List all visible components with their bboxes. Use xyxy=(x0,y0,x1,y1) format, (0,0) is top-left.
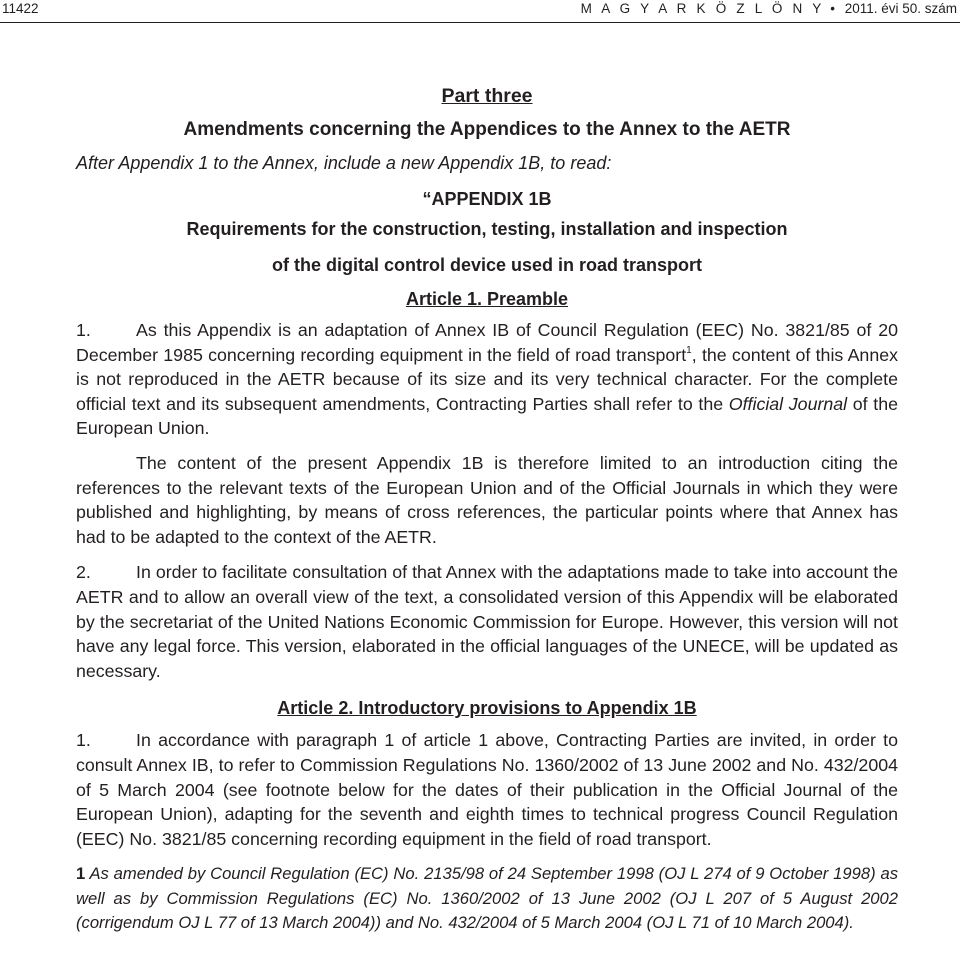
footnote-ref[interactable]: 1 xyxy=(686,344,692,356)
footnote-text: As amended by Council Regulation (EC) No. 2135/98 of 24 September 1998 (OJ L 274 of 9 October 1998) as well as by Commission Regulations (EC) No. 1360/2002 of 13 June 2002 (OJ L 207 of 5 August 2002 (corrigendum OJ L 77 of 13 March 2004)) and No. 432/2004 of 5 March 2004 (OJ L 71 of 10 March 2004). xyxy=(76,864,898,933)
appendix-subtitle-line1: Requirements for the construction, testing, installation and inspection xyxy=(186,219,788,239)
paragraph-number: 1. xyxy=(76,320,91,340)
paragraph-text: In order to facilitate consultation of that Annex with the adaptations made to take into account the AETR and to allow an overall view of the text, a consolidated version of this Appendix will be elaborated by the secretariat of the United Nations Economic Commission for Europe. However, this version will not have any legal force. This version, elaborated in the official languages of the UNECE, will be updated as necessary. xyxy=(76,562,898,681)
page-number: 11422 xyxy=(2,1,39,16)
appendix-subtitle-line2: of the digital control device used in road transport xyxy=(271,255,703,275)
article1-paragraph1 xyxy=(76,318,898,441)
paragraph-text: of the European Union. xyxy=(76,393,898,439)
running-header xyxy=(0,0,960,23)
footnote xyxy=(76,862,898,936)
running-title xyxy=(581,1,957,16)
paragraph-text: , the content of this Annex is not reproduced in the AETR because of its size and its very technical character. For the complete official text and its subsequent amendments, Contracting Parties shall refer to the xyxy=(76,344,898,414)
document-body xyxy=(76,84,898,936)
part-subtitle: Amendments concerning the Appendices to the Annex to the AETR xyxy=(183,119,791,140)
part-title: Part three xyxy=(441,85,533,107)
footnote-number: 1 xyxy=(76,864,86,884)
article1-paragraph2 xyxy=(76,560,898,683)
journal-name: M A G Y A R K Ö Z L Ö N Y xyxy=(580,1,825,16)
article2-paragraph1 xyxy=(76,728,898,851)
article1-paragraph1b: The content of the present Appendix 1B is therefore limited to an introduction citing the references to the relevant texts of the European Union and of the Official Journals in which they were published and highlighting, by means of cross references, the particular points where that Annex has had to be adapted to the context of the AETR. xyxy=(76,452,898,547)
paragraph-italic: Official Journal xyxy=(728,393,848,414)
appendix-title: “APPENDIX 1B xyxy=(422,189,552,209)
paragraph-number: 2. xyxy=(76,562,91,583)
article2-title: Article 2. Introductory provisions to Appendix 1B xyxy=(277,698,697,719)
issue-label: 2011. évi 50. szám xyxy=(844,1,957,16)
header-separator: • xyxy=(830,1,835,16)
article1-title: Article 1. Preamble xyxy=(405,289,569,309)
part-intro: After Appendix 1 to the Annex, include a new Appendix 1B, to read: xyxy=(76,153,612,173)
paragraph-number: 1. xyxy=(76,730,91,751)
paragraph-text: As this Appendix is an adaptation of Annex IB of Council Regulation (EEC) No. 3821/85 of 20 December 1985 concerning recording equipment in the field of road transport xyxy=(76,320,898,365)
paragraph-text: In accordance with paragraph 1 of article 1 above, Contracting Parties are invited, in order to consult Annex IB, to refer to Commission Regulations No. 1360/2002 of 13 June 2002 and No. 432/2004 of 5 March 2004 (see footnote below for the dates of their publication in the Official Journal of the European Union), adapting for the seventh and eighth times to technical progress Council Regulation (EEC) No. 3821/85 concerning recording equipment in the field of road transport. xyxy=(76,730,898,849)
